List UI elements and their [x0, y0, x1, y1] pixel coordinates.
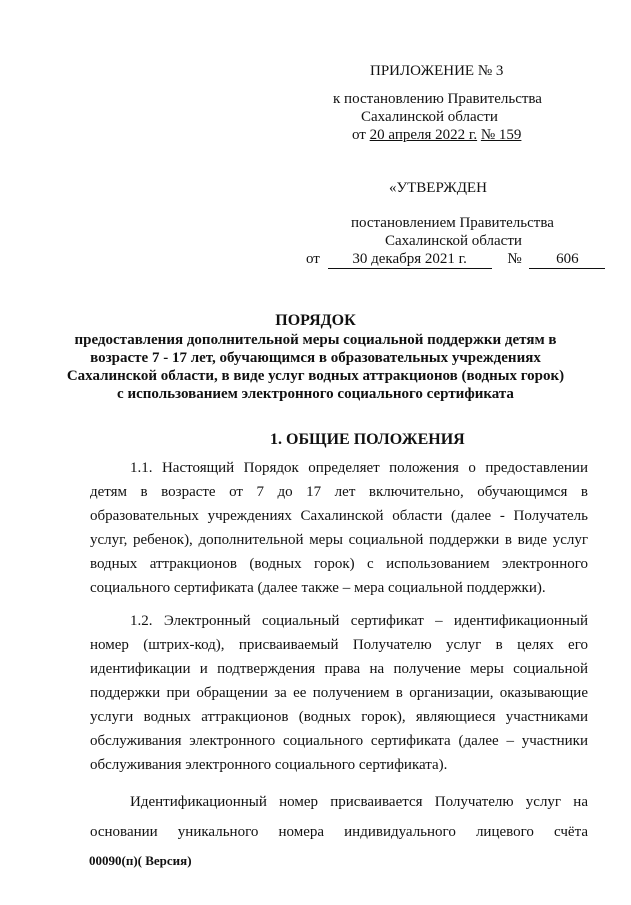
- approved-line-1: постановлением Правительства: [351, 215, 554, 231]
- doc-title-line-1: предоставления дополнительной меры социальной поддержки детям в: [74, 332, 557, 348]
- approved-date-prefix: от: [306, 251, 320, 267]
- approved-date: 30 декабря 2021 г.: [328, 251, 492, 269]
- approved-date-line: [306, 250, 605, 269]
- appendix-number: № 159: [480, 127, 522, 143]
- paragraph-1-2-line: поддержки при обращении за ее получением в организации, оказывающие: [90, 685, 588, 701]
- paragraph-1-2-line: услуги водных аттракционов (водных горок), являющиеся участниками: [90, 709, 588, 725]
- paragraph-1-1-line: социального сертификата (далее также – мера социальной поддержки).: [90, 580, 546, 596]
- paragraph-3-line: основании уникального номера индивидуального лицевого счёта: [90, 824, 588, 840]
- appendix-line-2: Сахалинской области: [361, 109, 498, 125]
- doc-title-line-3: Сахалинской области, в виде услуг водных аттракционов (водных горок): [66, 368, 565, 384]
- appendix-line-1: к постановлению Правительства: [333, 91, 542, 107]
- doc-title-main: ПОРЯДОК: [275, 312, 356, 329]
- paragraph-1-1-line: услуг, ребенок), дополнительной меры социальной поддержки в виде услуг: [90, 532, 588, 548]
- paragraph-3-line: Идентификационный номер присваивается Получателю услуг на: [130, 794, 588, 810]
- approved-number-sign: №: [507, 251, 522, 267]
- paragraph-1-1-line: 1.1. Настоящий Порядок определяет положения о предоставлении: [130, 460, 588, 476]
- paragraph-1-2-line: 1.2. Электронный социальный сертификат – идентификационный: [130, 613, 588, 629]
- appendix-date-line: [352, 126, 521, 144]
- paragraph-1-2-line: идентификации и подтверждения права на получение меры социальной: [90, 661, 588, 677]
- paragraph-1-1-line: детям в возрасте от 7 до 17 лет включительно, обучающимся в: [90, 484, 588, 500]
- doc-title-line-2: возрасте 7 - 17 лет, обучающимся в образовательных учреждениях: [90, 350, 541, 366]
- paragraph-1-1-line: водных аттракционов (водных горок) с использованием электронного: [90, 556, 588, 572]
- paragraph-1-2-line: номер (штрих-код), присваиваемый Получателю услуг в целях его: [90, 637, 588, 653]
- approved-line-2: Сахалинской области: [385, 233, 522, 249]
- approved-number: 606: [529, 251, 605, 269]
- approved-title: «УТВЕРЖДЕН: [389, 180, 487, 196]
- section-heading: 1. ОБЩИЕ ПОЛОЖЕНИЯ: [270, 431, 465, 448]
- doc-title-line-4: с использованием электронного социального сертификата: [117, 386, 514, 402]
- footer-code: 00090(п)( Версия): [89, 853, 192, 868]
- paragraph-1-2-line: обслуживания электронного социального сертификата).: [90, 757, 448, 773]
- paragraph-1-1-line: образовательных учреждениях Сахалинской области (далее - Получатель: [90, 508, 588, 524]
- appendix-title: ПРИЛОЖЕНИЕ № 3: [370, 63, 504, 79]
- paragraph-1-2-line: обслуживания электронного социального сертификата (далее – участники: [90, 733, 588, 749]
- appendix-date: 20 апреля 2022 г.: [369, 127, 478, 143]
- appendix-date-prefix: от: [352, 127, 366, 143]
